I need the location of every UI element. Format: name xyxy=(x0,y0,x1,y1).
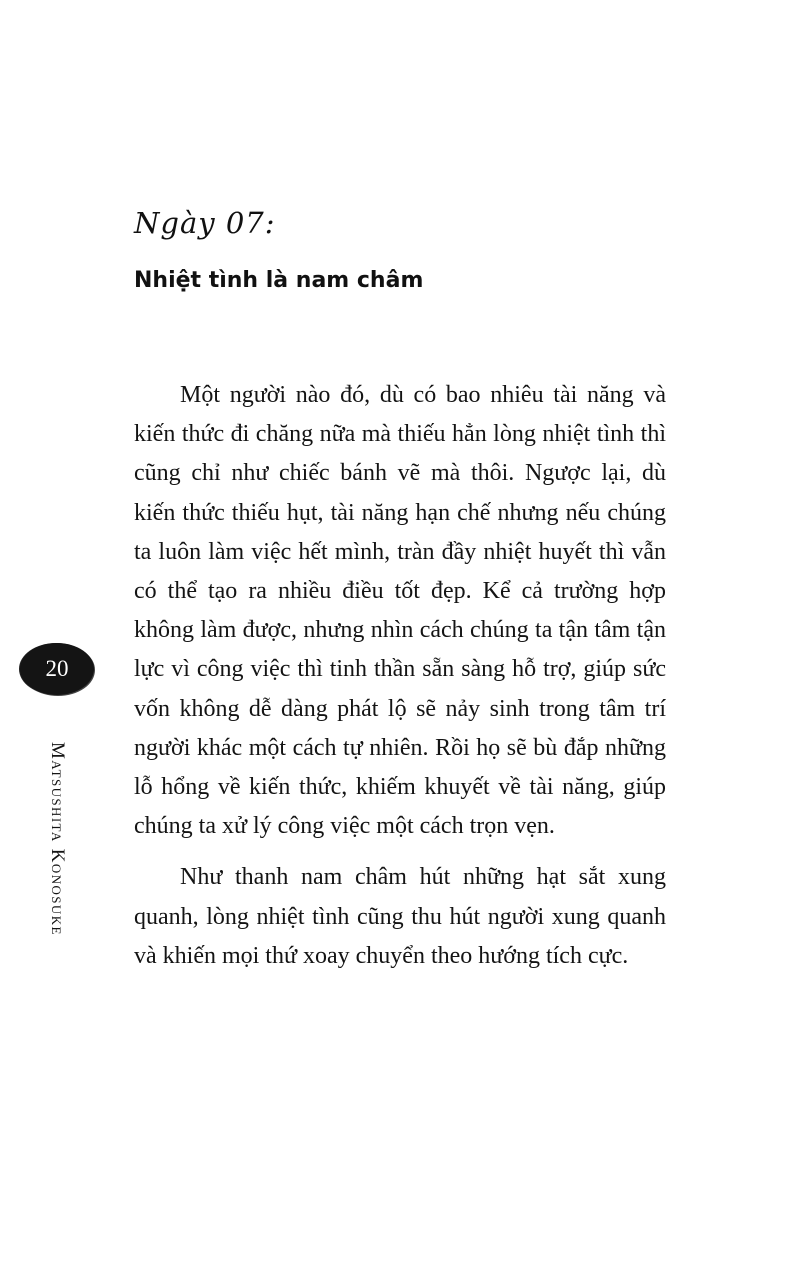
page-number-badge xyxy=(20,643,94,695)
chapter-title: Nhiệt tình là nam châm xyxy=(134,268,424,293)
page-number: 20 xyxy=(45,656,69,681)
chapter-day-label: Ngày 07: xyxy=(134,206,276,240)
running-author: Matsushita Konosuke xyxy=(47,742,68,936)
paragraph: Như thanh nam châm hút những hạt sắt xung quanh, lòng nhiệt tình cũng thu hút người xung quanh và khiến mọi thứ xoay chuyển theo hướng tích cực. xyxy=(134,864,666,969)
paragraph: Một người nào đó, dù có bao nhiêu tài năng và kiến thức đi chăng nữa mà thiếu hẳn lòng nhiệt tình thì cũng chỉ như chiếc bánh vẽ mà thôi. Ngược lại, dù kiến thức thiếu hụt, tài năng hạn chế nhưng nếu chúng ta luôn làm việc hết mình, tràn đầy nhiệt huyết thì vẫn có thể tạo ra nhiều điều tốt đẹp. Kể cả trường hợp không làm được, nhưng nhìn cách chúng ta tận tâm tận lực vì công việc thì tinh thần sẵn sàng hỗ trợ, giúp sức vốn không dễ dàng phát lộ sẽ nảy sinh trong tâm trí người khác một cách tự nhiên. Rồi họ sẽ bù đắp những lỗ hổng về kiến thức, khiếm khuyết về tài năng, giúp chúng ta xử lý công việc một cách trọn vẹn. xyxy=(134,382,666,840)
body-text xyxy=(134,376,666,988)
